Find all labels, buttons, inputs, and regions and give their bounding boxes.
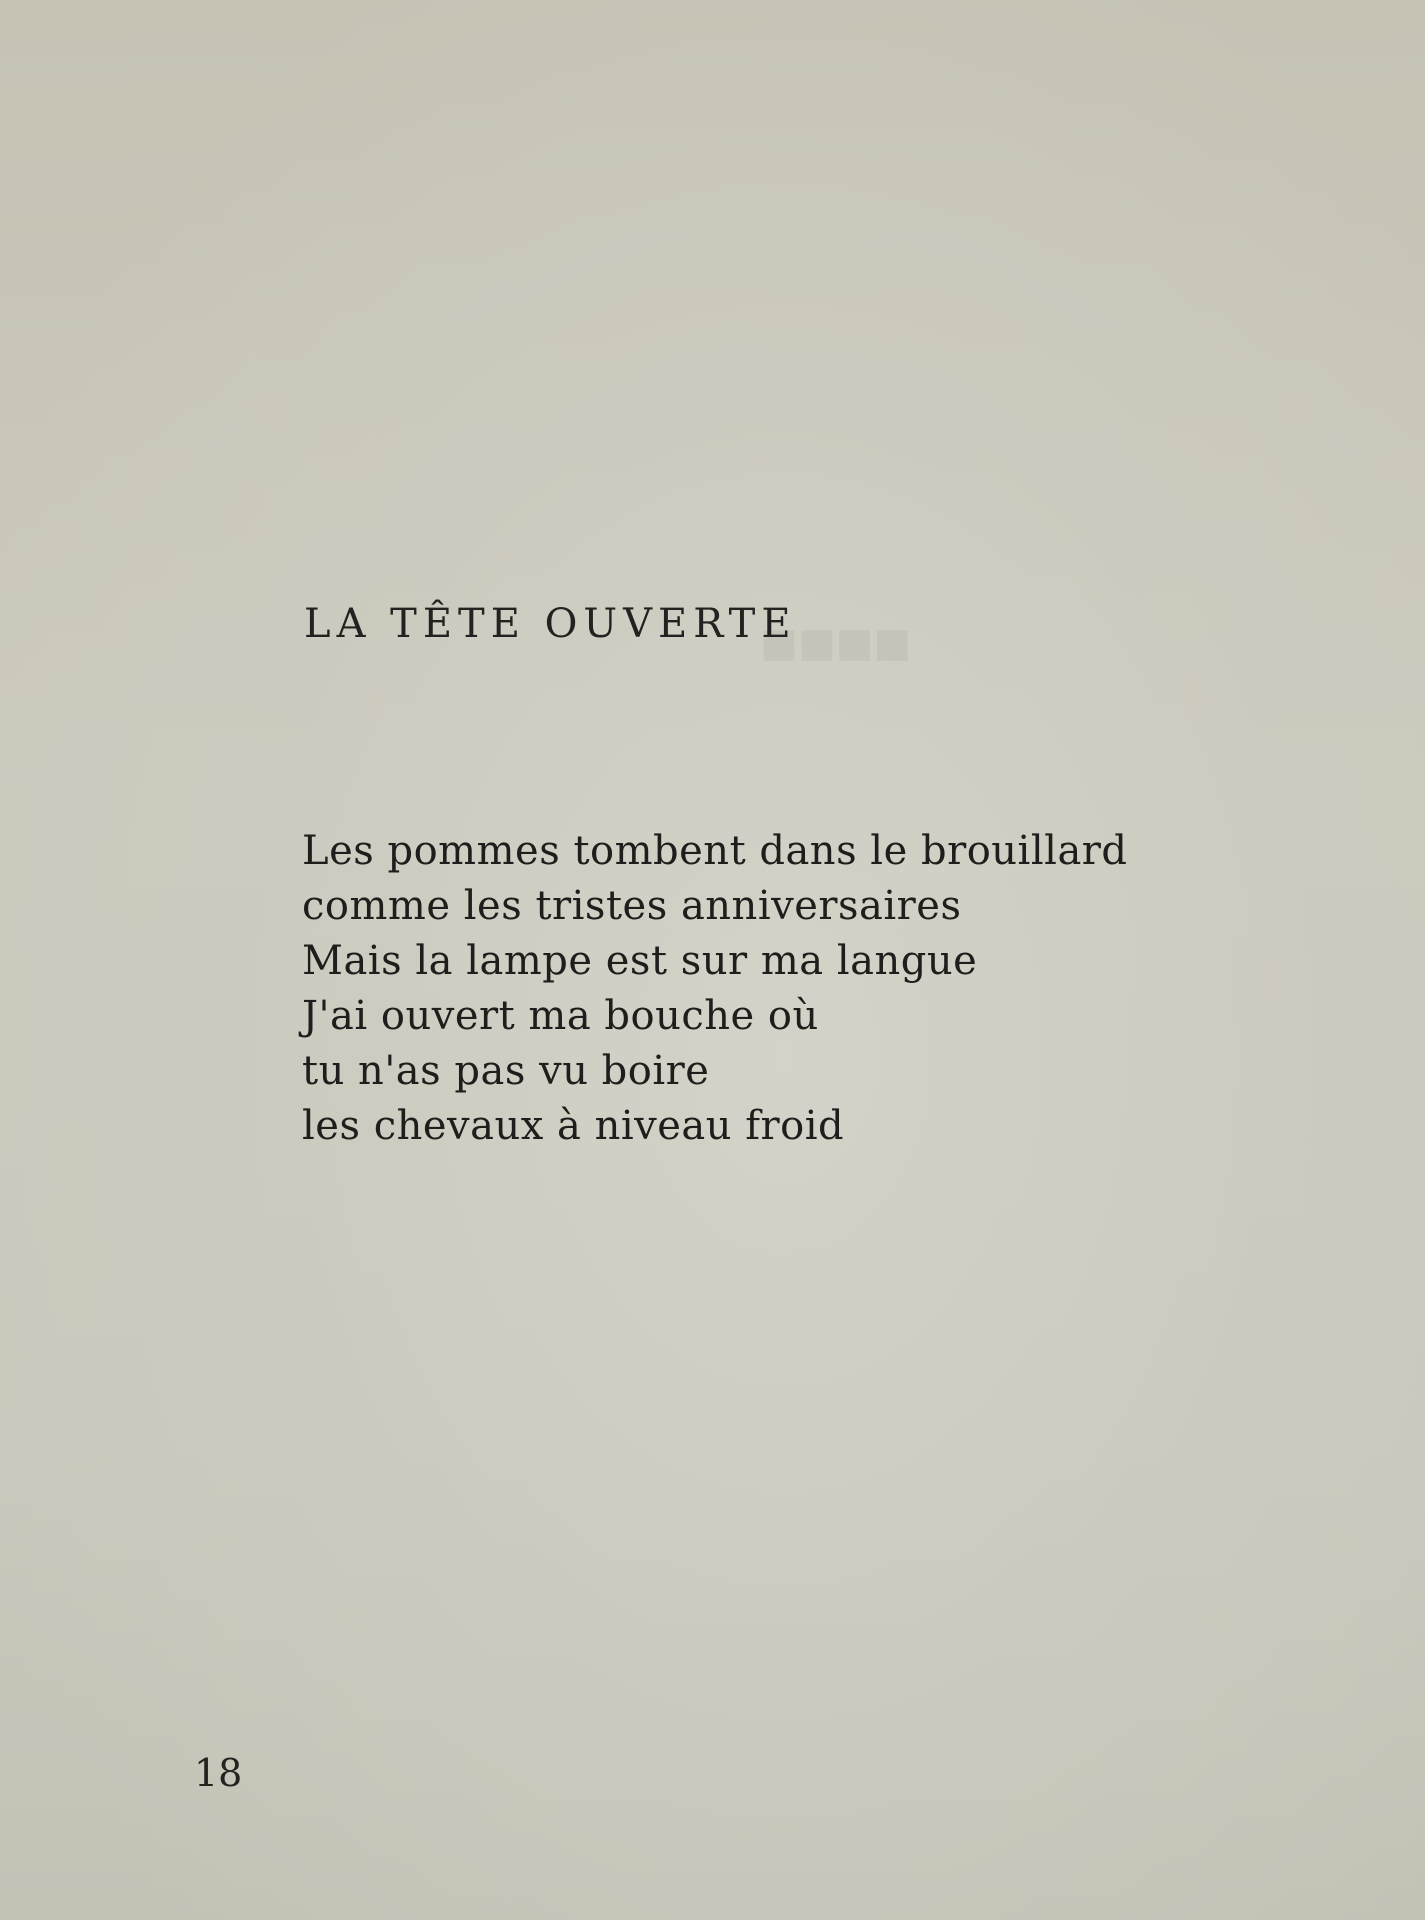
poem-line: Mais la lampe est sur ma langue [302,938,978,984]
poem-line: comme les tristes anniversaires [302,883,962,929]
poem-line: tu n'as pas vu boire [302,1048,710,1094]
poem-line: les chevaux à niveau froid [302,1103,845,1149]
page-number: 18 [194,1751,243,1795]
show-through-text: ■■■■ [760,620,912,666]
poem-line: Les pommes tombent dans le brouillard [302,828,1128,874]
poem-line: J'ai ouvert ma bouche où [302,993,819,1039]
poem-body [302,824,1128,1154]
poem-title: LA TÊTE OUVERTE [304,601,797,647]
